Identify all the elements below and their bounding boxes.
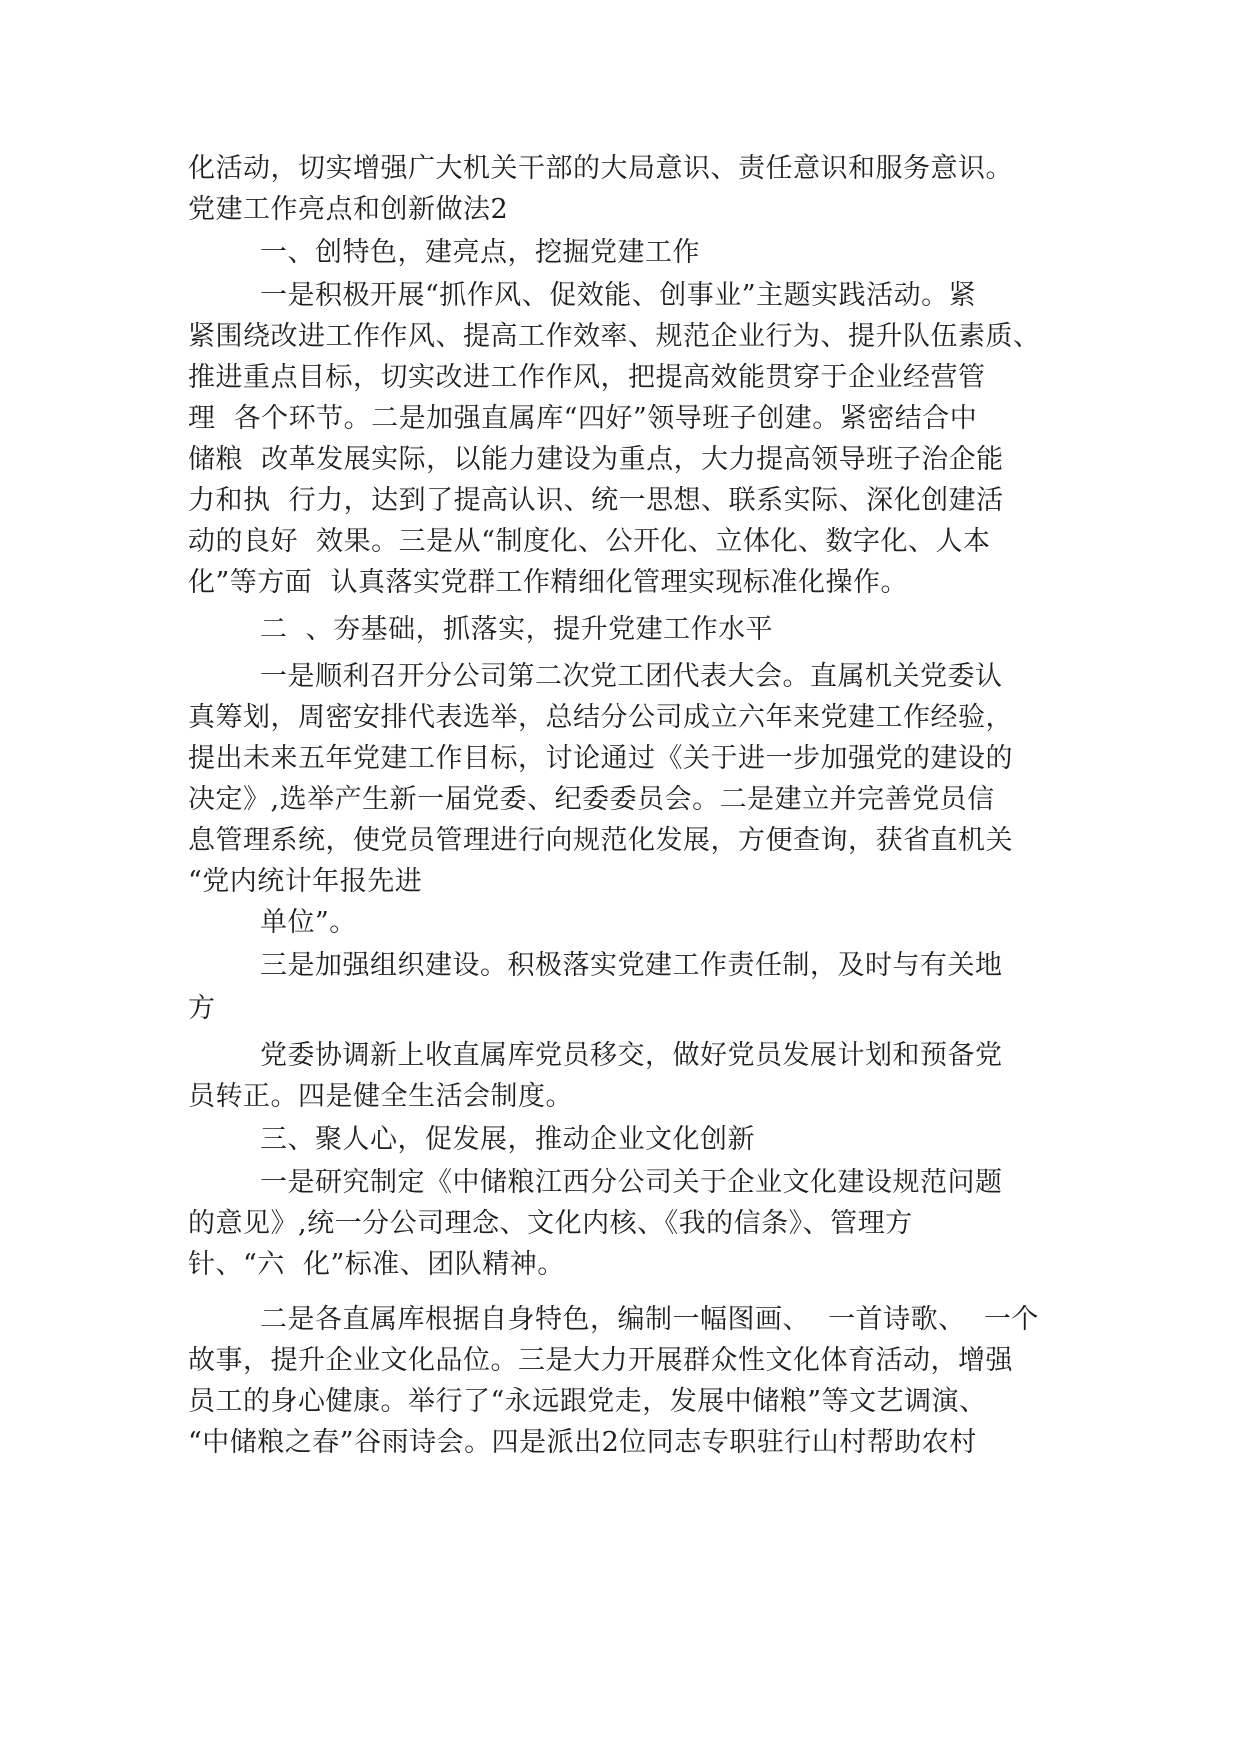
text-line: 一是顺利召开分公司第二次党工团代表大会。直属机关党委认 [260,661,1003,692]
text-line: “中储粮之春”谷雨诗会。四是派出2位同志专职驻行山村帮助农村 [188,1427,977,1458]
text-line: 动的良好 效果。三是从“制度化、公开化、立体化、数字化、人本 [188,526,991,557]
text-line: 推进重点目标，切实改进工作作风，把提高效能贯穿于企业经营管 [188,362,986,393]
text-line: 的意见》,统一分公司理念、文化内核、《我的信条》、管理方 [188,1208,913,1239]
text-line: 力和执 行力，达到了提高认识、统一思想、联系实际、深化创建活 [188,485,1004,516]
text-line: 息管理系统，使党员管理进行向规范化发展，方便查询，获省直机关 [188,825,1013,856]
section-title: 党建工作亮点和创新做法2 [188,194,509,225]
text-line: 方 [188,993,216,1024]
document-body [188,148,1048,1463]
text-line: 单位”。 [260,907,357,938]
section-heading: 一、创特色，建亮点，挖掘党建工作 [260,237,700,268]
text-line: 三是加强组织建设。积极落实党建工作责任制，及时与有关地 [260,950,1003,981]
text-line: 储粮 改革发展实际，以能力建设为重点，大力提高领导班子治企能 [188,444,1004,475]
text-line: 化”等方面 认真落实党群工作精细化管理实现标准化操作。 [188,567,908,598]
section-heading: 三、聚人心，促发展，推动企业文化创新 [260,1124,755,1155]
text-line: 一是积极开展“抓作风、促效能、创事业”主题实践活动。紧 [260,280,977,311]
text-line: 员工的身心健康。举行了“永远跟党走，发展中储粮”等文艺调演、 [188,1386,987,1417]
text-line: 真筹划，周密安排代表选举，总结分公司成立六年来党建工作经验， [188,702,1013,733]
text-line: 针、“六 化”标准、团队精神。 [188,1249,565,1280]
text-line: 化活动，切实增强广大机关干部的大局意识、责任意识和服务意识。 [188,153,1013,184]
text-line: 党委协调新上收直属库党员移交，做好党员发展计划和预备党 [260,1040,1003,1071]
text-line: “党内统计年报先进 [188,866,423,897]
text-line: 决定》,选举产生新一届党委、纪委委员会。二是建立并完善党员信 [188,784,995,815]
text-line: 员转正。四是健全生活会制度。 [188,1081,573,1112]
text-line: 一是研究制定《中储粮江西分公司关于企业文化建设规范问题 [260,1167,1003,1198]
text-line: 提出未来五年党建工作目标，讨论通过《关于进一步加强党的建设的 [188,743,1013,774]
section-heading: 二 、夯基础，抓落实，提升党建工作水平 [260,614,774,645]
text-line: 紧围绕改进工作作风、提高工作效率、规范企业行为、提升队伍素质、 [188,321,1041,352]
text-line: 二是各直属库根据自身特色，编制一幅图画、 一首诗歌、 一个 [260,1304,1039,1335]
text-line: 故事，提升企业文化品位。三是大力开展群众性文化体育活动，增强 [188,1345,1013,1376]
text-line: 理 各个环节。二是加强直属库“四好”领导班子创建。紧密结合中 [188,403,978,434]
